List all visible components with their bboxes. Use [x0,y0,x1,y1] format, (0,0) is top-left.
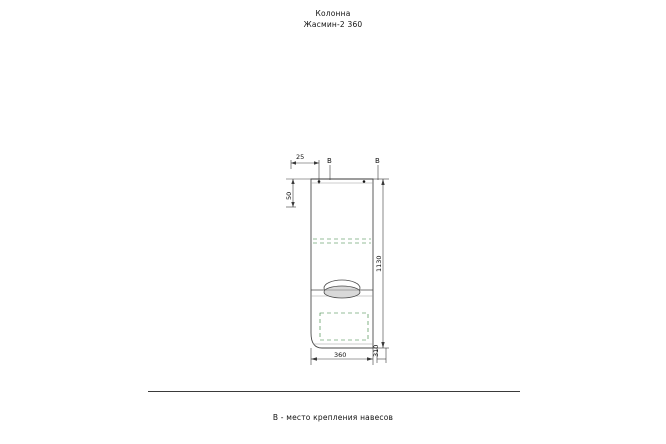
dimension-depth-text: 310 [372,344,380,357]
title-line-2: Жасмин-2 360 [303,20,363,29]
mark-b-left-text: B [327,157,332,165]
dimension-mount-offset [285,179,311,207]
footer-note: B - место крепления навесов [272,413,394,422]
dimension-width-text: 360 [334,351,347,359]
mark-b-right-text: B [375,157,380,165]
mark-b-right [375,157,380,180]
mark-b-left [327,157,332,180]
dimension-height-text: 1130 [375,255,383,272]
dimension-depth [372,345,386,363]
dimension-mount-offset-text: 50 [285,191,293,200]
dimension-width [311,348,373,365]
dimension-top-offset-text: 25 [296,153,305,161]
title-line-1: Колонна [315,9,351,18]
dimension-height [373,179,389,348]
